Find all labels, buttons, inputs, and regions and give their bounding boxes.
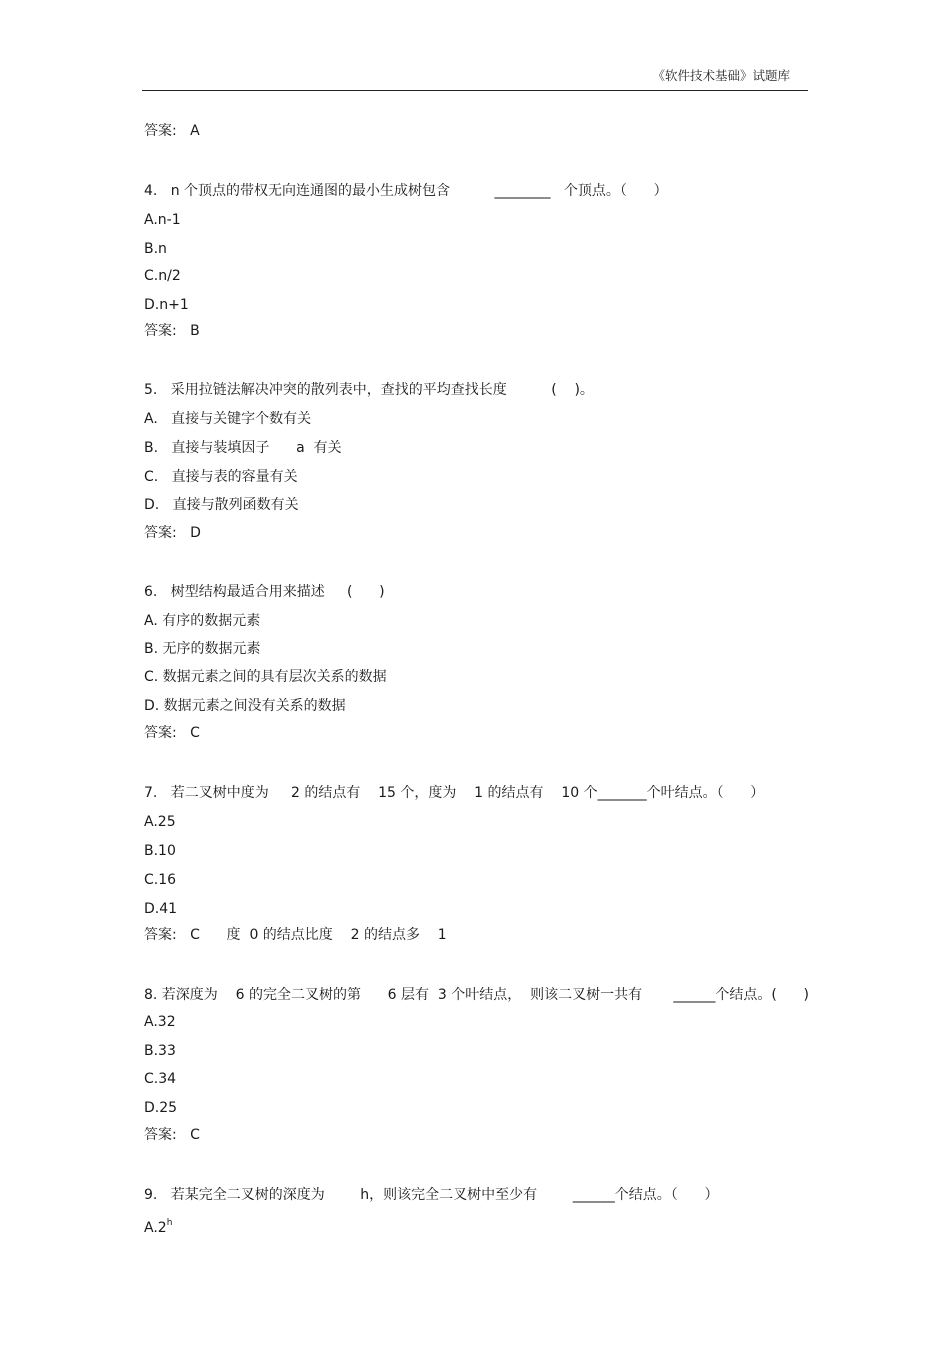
q8-option-a: A.32: [144, 1014, 176, 1030]
q8-option-c: C.34: [144, 1071, 177, 1087]
question-5: 5. 采用拉链法解决冲突的散列表中，查找的平均查找长度 ( )。: [144, 382, 594, 398]
q7-option-d: D.41: [144, 901, 178, 917]
q5-option-a: A. 直接与关键字个数有关: [144, 411, 312, 427]
q6-option-c: C. 数据元素之间的具有层次关系的数据: [144, 669, 387, 685]
q5-option-c: C. 直接与表的容量有关: [144, 469, 298, 485]
answer-q8: 答案: C: [144, 1127, 200, 1143]
q5-option-d: D. 直接与散列函数有关: [144, 497, 299, 513]
answer-q3: 答案: A: [144, 123, 200, 139]
q6-option-d: D. 数据元素之间没有关系的数据: [144, 698, 346, 714]
header-rule: [142, 90, 808, 91]
q4-option-c: C.n/2: [144, 268, 181, 284]
q4-option-a: A.n-1: [144, 212, 181, 228]
q9-option-a: [144, 1214, 172, 1237]
answer-q6: 答案: C: [144, 725, 200, 741]
q7-option-b: B.10: [144, 843, 176, 859]
q6-option-a: A. 有序的数据元素: [144, 613, 261, 629]
question-4: 4. n 个顶点的带权无向连通图的最小生成树包含 ________ 个顶点。（ ）: [144, 183, 668, 199]
answer-q5: 答案: D: [144, 525, 201, 541]
answer-q7: 答案: C 度 0 的结点比度 2 的结点多 1: [144, 927, 447, 943]
question-9: 9. 若某完全二叉树的深度为 h，则该完全二叉树中至少有 ______个结点。（ ）: [144, 1187, 719, 1203]
q6-option-b: B. 无序的数据元素: [144, 641, 261, 657]
q8-option-b: B.33: [144, 1043, 176, 1059]
q7-option-a: A.25: [144, 814, 176, 830]
q4-option-b: B.n: [144, 241, 167, 257]
q9-option-a-exponent: h: [166, 1218, 173, 1228]
answer-q4: 答案: B: [144, 323, 200, 339]
q5-option-b: B. 直接与装填因子 a 有关: [144, 440, 342, 456]
q4-option-d: D.n+1: [144, 297, 189, 313]
q7-option-c: C.16: [144, 872, 177, 888]
question-8: 8. 若深度为 6 的完全二叉树的第 6 层有 3 个叶结点， 则该二叉树一共有 ______个结点。( ): [144, 987, 809, 1003]
question-6: 6. 树型结构最适合用来描述 ( ): [144, 584, 385, 600]
q9-option-a-base: A.2: [144, 1220, 167, 1236]
q8-option-d: D.25: [144, 1100, 178, 1116]
header-title: 《软件技术基础》试题库: [652, 68, 790, 83]
question-7: 7. 若二叉树中度为 2 的结点有 15 个，度为 1 的结点有 10 个_______个叶结点。（ ）: [144, 785, 765, 801]
